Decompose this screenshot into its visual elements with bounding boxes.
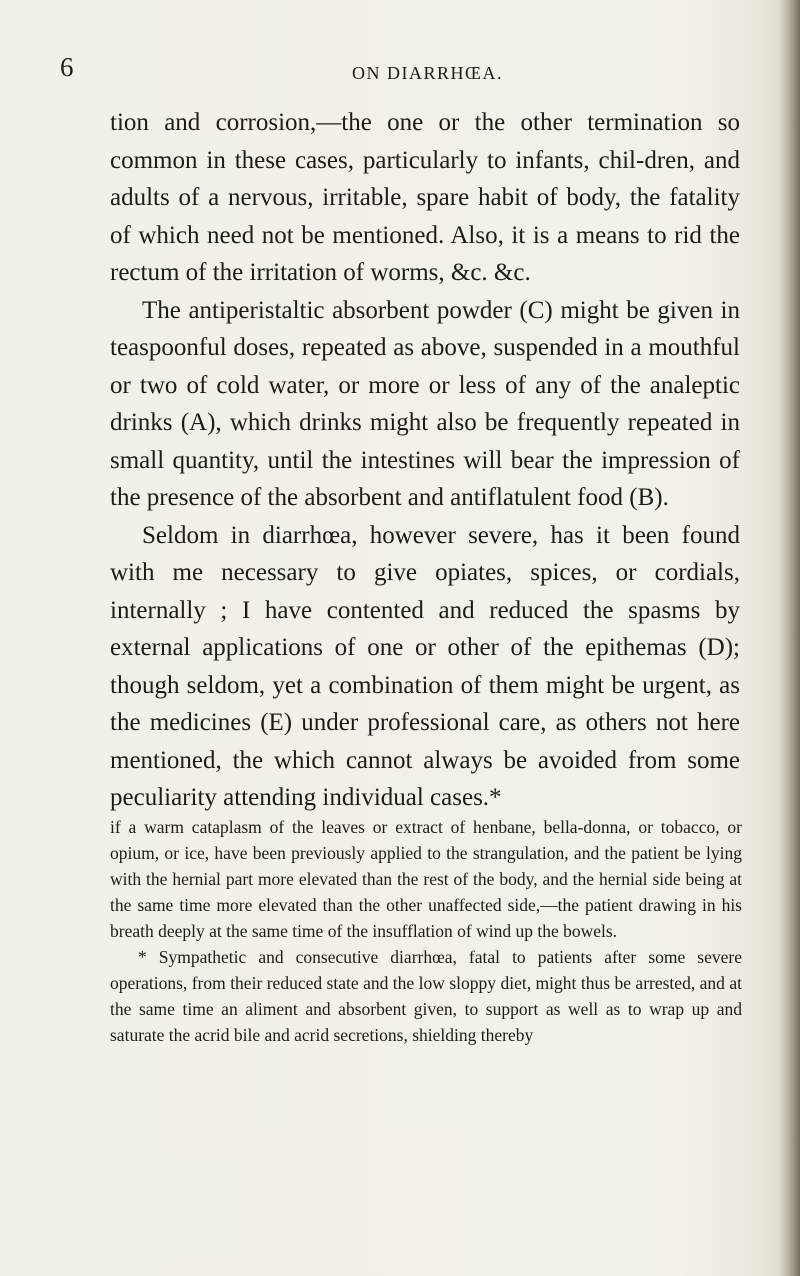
footnotes <box>110 814 742 1048</box>
paragraph-seldom-in-diarrhoea: Seldom in diarrhœa, however severe, has it been found with me necessary to give opiates, spices, or cordials, internally ; I have contented and reduced the spasms by external applications of one or other of the epithemas (D); though seldom, yet a combination of them might be urgent, as the medicines (E) under professional care, as others not here mentioned, the which cannot always be avoided from some peculiarity attending individual cases.* <box>110 521 740 811</box>
paragraph-antiperistaltic-powder: The antiperistaltic absorbent powder (C) might be given in teaspoonful doses, repeated as above, suspended in a mouthful or two of cold water, or more or less of any of the analeptic drinks (A), which drinks might also be frequently repeated in small quantity, until the intestines will bear the impression of the presence of the absorbent and antiflatulent food (B). <box>110 296 740 511</box>
main-text <box>110 104 740 817</box>
page-edge-shadow <box>778 0 800 1276</box>
page-header <box>60 52 740 88</box>
paragraph-continuation: tion and corrosion,—the one or the other termination so common in these cases, particularly to infants, chil-dren, and adults of a nervous, irritable, spare habit of body, the fatality of which need not be mentioned. Also, it is a means to rid the rectum of the irritation of worms, &c. &c. <box>110 109 740 286</box>
footnote-star: * Sympathetic and consecutive diarrhœa, fatal to patients after some severe operations, from their reduced state and the low sloppy diet, might thus be arrested, and at the same time an aliment and absorbent given, to support as well as to wrap up and saturate the acrid bile and acrid secretions, shielding thereby <box>110 947 742 1045</box>
footnote-continuation: if a warm cataplasm of the leaves or extract of henbane, bella-donna, or tobacco, or opium, or ice, have been previously applied to the strangulation, and the patient be lying with the hernial part more elevated than the rest of the body, and the hernial side being at the same time more elevated than the other unaffected side,—the patient drawing in his breath deeply at the same time of the insufflation of wind up the bowels. <box>110 817 742 941</box>
running-head: ON DIARRHŒA. <box>352 63 504 83</box>
page-number: 6 <box>60 52 74 82</box>
